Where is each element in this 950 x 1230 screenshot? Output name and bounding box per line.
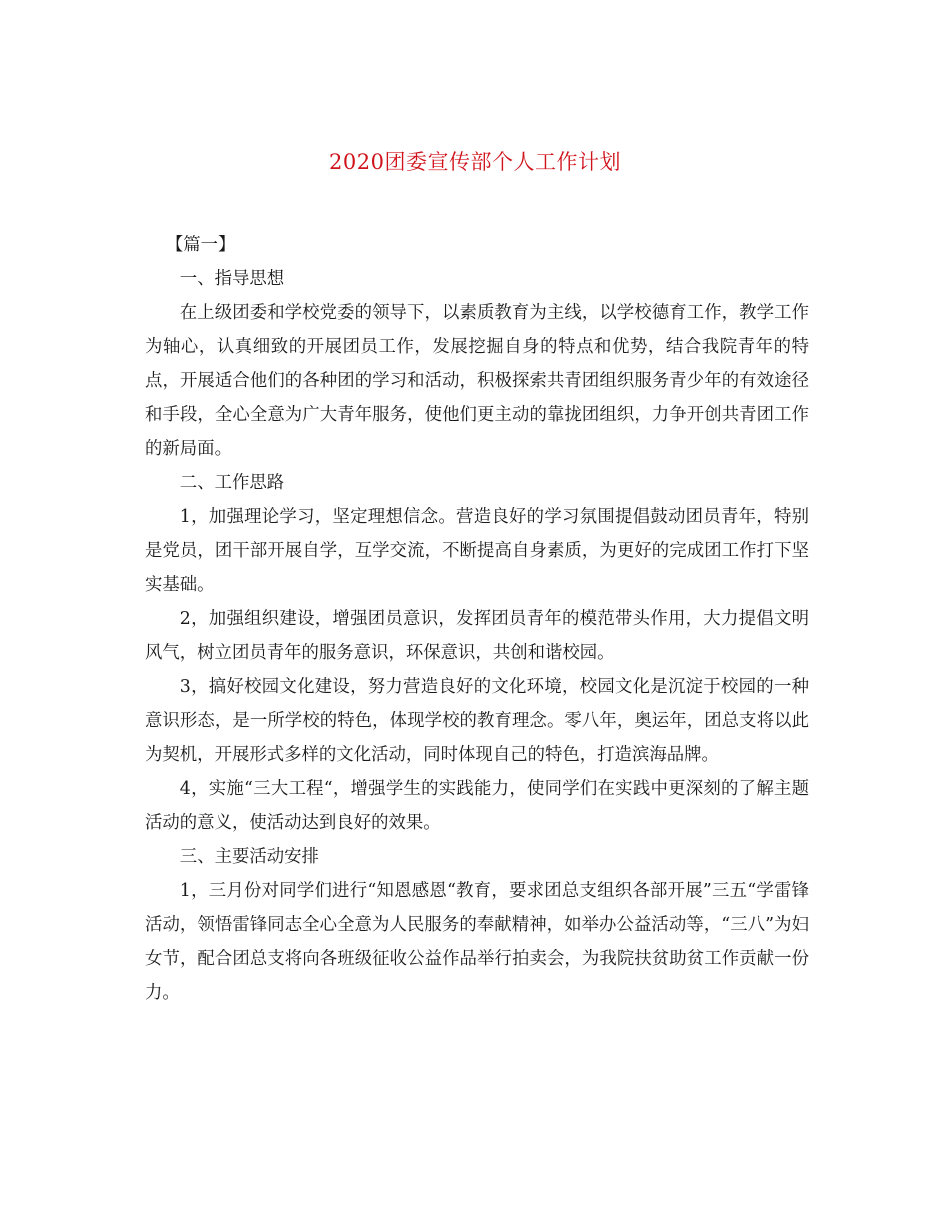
section-heading: 三、主要活动安排 xyxy=(179,847,319,867)
section-heading: 二、工作思路 xyxy=(179,473,285,493)
paragraph: 1，三月份对同学们进行“知恩感恩“教育，要求团总支组织各部开展”三五“学雷锋活动，领悟雷锋同志全心全意为人民服务的奉献精神，如举办公益活动等，“三八”为妇女节，配合团总支将向各班级征收公益作品举行拍卖会，为我院扶贫助贫工作贡献一份力。 xyxy=(145,881,809,1003)
paragraph: 在上级团委和学校党委的领导下，以素质教育为主线，以学校德育工作，教学工作为轴心，认真细致的开展团员工作，发展挖掘自身的特点和优势，结合我院青年的特点，开展适合他们的各种团的学习和活动，积极探索共青团组织服务青少年的有效途径和手段，全心全意为广大青年服务，使他们更主动的靠拢团组织，力争开创共青团工作的新局面。 xyxy=(145,303,809,459)
paragraph: 1，加强理论学习，坚定理想信念。营造良好的学习氛围提倡鼓动团员青年，特别是党员，团干部开展自学，互学交流，不断提高自身素质，为更好的完成团工作打下坚实基础。 xyxy=(145,507,809,595)
section-label: 【篇一】 xyxy=(165,235,236,255)
document-body xyxy=(145,228,809,1010)
section-heading: 一、指导思想 xyxy=(179,269,285,289)
paragraph: 4，实施“三大工程“，增强学生的实践能力，使同学们在实践中更深刻的了解主题活动的意义，使活动达到良好的效果。 xyxy=(145,779,809,833)
document-title: 2020团委宣传部个人工作计划 xyxy=(329,150,621,174)
paragraph: 3，搞好校园文化建设，努力营造良好的文化环境，校园文化是沉淀于校园的一种意识形态，是一所学校的特色，体现学校的教育理念。零八年，奥运年，团总支将以此为契机，开展形式多样的文化活动，同时体现自己的特色，打造滨海品牌。 xyxy=(145,677,809,765)
paragraph: 2，加强组织建设，增强团员意识，发挥团员青年的模范带头作用，大力提倡文明风气，树立团员青年的服务意识，环保意识，共创和谐校园。 xyxy=(145,609,809,663)
